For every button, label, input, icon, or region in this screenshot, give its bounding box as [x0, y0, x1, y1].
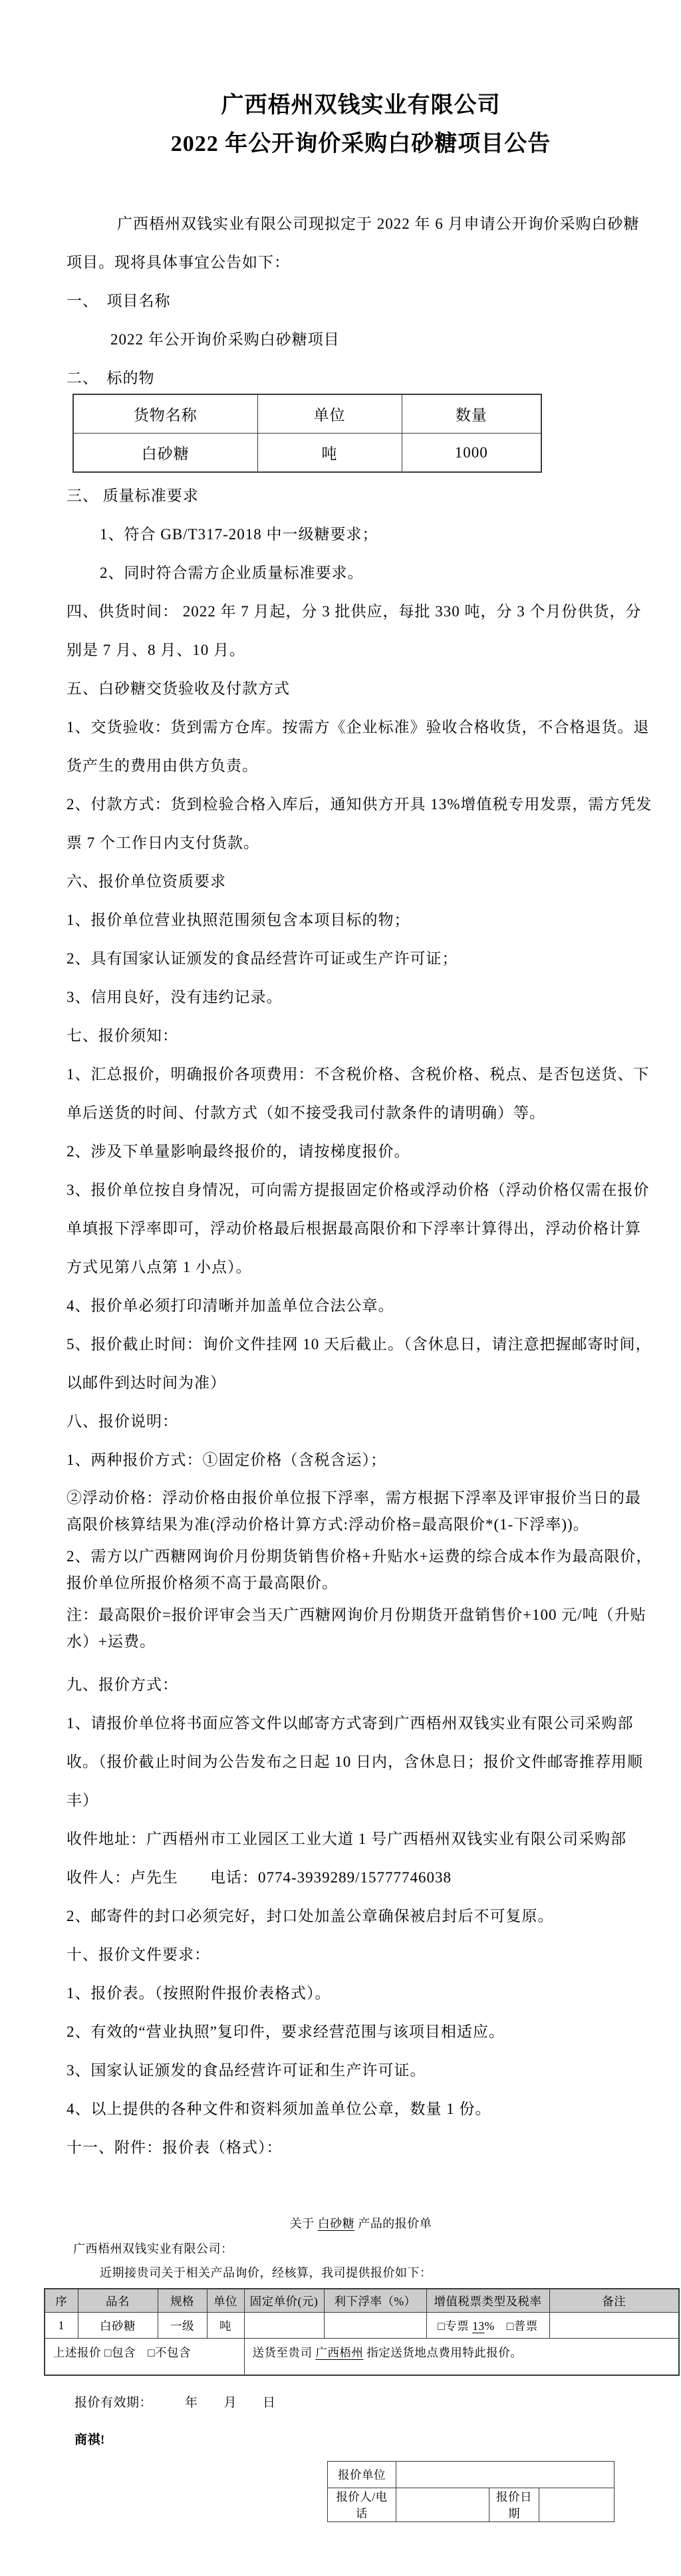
- paragraph: 2、邮寄件的封口必须完好，封口处加盖公章确保被启封后不可复原。: [67, 1908, 554, 1924]
- paragraph: 3、报价单位按自身情况，可向需方提报固定价格或浮动价格（浮动价格仅需在报价单填报下浮率即可，浮动价格最后根据最高限价和下浮率计算得出，浮动价格计算方式见第八点第 1 小点）。: [67, 1182, 650, 1275]
- paragraph: 4、报价单必须打印清晰并加盖单位合法公章。: [67, 1297, 394, 1314]
- paragraph: 十、报价文件要求：: [67, 1946, 210, 1963]
- paragraph: 注：最高限价=报价评审会当天广西糖网询价月份期货开盘销售价+100 元/吨（升贴水）+运费。: [67, 1607, 646, 1650]
- paragraph: 四、供货时间： 2022 年 7 月起，分 3 批供应，每批 330 吨，分 3 个月份供货，分别是 7 月、8 月、10 月。: [67, 603, 642, 658]
- attachment-salutation: 广西梧州双钱实业有限公司：: [73, 2242, 233, 2255]
- goods-cell-name: 白砂糖: [73, 434, 257, 473]
- delivery-location: 广西梧州: [315, 2346, 364, 2359]
- quote-cell-fixed-price: [244, 2313, 324, 2339]
- supplier-label: 报价单位: [328, 2462, 396, 2488]
- paragraph: 2、涉及下单量影响最终报价的，请按梯度报价。: [67, 1143, 410, 1160]
- goods-table-header-row: [73, 394, 541, 434]
- paragraph: 九、报价方式：: [67, 1676, 178, 1693]
- page-title-line1: 广西梧州双钱实业有限公司: [221, 93, 501, 118]
- quote-header-unit: 单位: [207, 2289, 244, 2313]
- body-paragraphs-main: [67, 477, 655, 2167]
- validity-period-line: 报价有效期： 年 月 日: [74, 2396, 276, 2410]
- paragraph: 2022 年公开询价采购白砂糖项目: [110, 331, 340, 348]
- paragraph: 二、 标的物: [67, 370, 155, 386]
- quote-header-tax-type: 增值税票类型及税率: [426, 2289, 549, 2313]
- paragraph: 一、 项目名称: [67, 293, 171, 309]
- attachment-heading: [67, 2214, 655, 2234]
- paragraph: ②浮动价格：浮动价格由报价单位报下浮率，需方根据下浮率及评审报价当日的最高限价核算结果为准(浮动价格计算方式:浮动价格=最高限价*(1-下浮率))。: [67, 1489, 641, 1533]
- quote-header-fixed-price: 固定单价(元): [244, 2289, 324, 2313]
- paragraph: 2、需方以广西糖网询价月份期货销售价格+升贴水+运费的综合成本作为最高限价，报价单位所报价格须不高于最高限价。: [67, 1548, 652, 1591]
- paragraph: 广西梧州双钱实业有限公司现拟定于 2022 年 6 月申请公开询价采购白砂糖项目。现将具体事宜公告如下：: [67, 215, 640, 271]
- delivery-note-suffix: 指定送货地点费用特此报价。: [363, 2346, 523, 2359]
- goods-table: [72, 394, 542, 473]
- goods-cell-unit: 吨: [257, 434, 402, 473]
- paragraph: 1、符合 GB/T317-2018 中一级糖要求；: [100, 526, 378, 543]
- quote-footer-include-checkboxes: 上述报价 □包含 □不包含: [45, 2339, 244, 2376]
- tax-rate-value: 13: [472, 2319, 485, 2333]
- paragraph: 1、报价表。（按照附件报价表格式）。: [67, 1985, 331, 2001]
- delivery-note-prefix: 送货至贵司: [252, 2346, 316, 2359]
- goods-cell-qty: 1000: [402, 434, 541, 473]
- quote-cell-tax-type: [426, 2313, 549, 2339]
- signature-row-contact: [328, 2488, 614, 2522]
- contact-label: 报价人/电话: [328, 2488, 396, 2522]
- ordinary-invoice-checkbox: □普票: [494, 2319, 538, 2333]
- body-paragraphs-top: [67, 205, 655, 398]
- quote-table: [44, 2288, 680, 2376]
- quote-header-seq: 序: [45, 2289, 78, 2313]
- quote-header-spec: 规格: [158, 2289, 207, 2313]
- quote-cell-name: 白砂糖: [78, 2313, 158, 2339]
- tax-rate-percent: %: [484, 2319, 495, 2333]
- quote-table-footer-row: [45, 2339, 679, 2376]
- paragraph: 1、报价单位营业执照范围须包含本项目标的物；: [67, 912, 410, 928]
- paragraph: 三、 质量标准要求: [67, 487, 199, 504]
- quote-footer-delivery-note: [244, 2339, 679, 2376]
- attachment-heading-product: 白砂糖: [317, 2217, 355, 2230]
- paragraph: 5、报价截止时间：询价文件挂网 10 天后截止。（含休息日，请注意把握邮寄时间，以邮件到达时间为准）: [67, 1336, 652, 1391]
- quote-table-row: [45, 2313, 679, 2339]
- paragraph: 3、国家认证颁发的食品经营许可证和生产许可证。: [67, 2062, 426, 2079]
- goods-header-qty: 数量: [402, 394, 541, 434]
- paragraph: 3、信用良好，没有违约记录。: [67, 989, 283, 1005]
- paragraph: 2、付款方式：货到检验合格入库后，通知供方开具 13%增值税专用发票，需方凭发票 7 个工作日内支付货款。: [67, 796, 652, 851]
- date-label: 报价日期: [489, 2488, 539, 2522]
- signature-row-supplier: [328, 2462, 614, 2488]
- paragraph: 1、交货验收：货到需方仓库。按需方《企业标准》验收合格收货，不合格退货。退货产生的费用由供方负责。: [67, 719, 650, 774]
- paragraph: 六、报价单位资质要求: [67, 873, 226, 890]
- paragraph: 收件地址：广西梧州市工业园区工业大道 1 号广西梧州双钱实业有限公司采购部: [67, 1831, 626, 1847]
- quote-cell-float-rate: [324, 2313, 426, 2339]
- supplier-value-cell: [396, 2462, 614, 2488]
- paragraph: 1、汇总报价，明确报价各项费用：不含税价格、含税价格、税点、是否包送货、下单后送货的时间、付款方式（如不接受我司付款条件的请明确）等。: [67, 1066, 650, 1121]
- paragraph: 七、报价须知：: [67, 1027, 178, 1044]
- attachment-heading-suffix: 产品的报价单: [354, 2217, 432, 2230]
- goods-table-row: [73, 434, 541, 473]
- quote-cell-spec: 一级: [158, 2313, 207, 2339]
- page-title-line2: 2022 年公开询价采购白砂糖项目公告: [170, 132, 551, 156]
- paragraph: 1、请报价单位将书面应答文件以邮寄方式寄到广西梧州双钱实业有限公司采购部收。（报价截止时间为公告发布之日起 10 日内，含休息日；报价文件邮寄推荐用顺丰）: [67, 1715, 643, 1809]
- quote-header-float-rate: 利下浮率（%）: [324, 2289, 426, 2313]
- page-title: [67, 86, 655, 164]
- signature-table: [327, 2461, 614, 2522]
- paragraph: 八、报价说明：: [67, 1413, 178, 1430]
- paragraph: 十一、附件：报价表（格式）：: [67, 2139, 283, 2156]
- quote-cell-unit: 吨: [207, 2313, 244, 2339]
- paragraph: 2、同时符合需方企业质量标准要求。: [100, 565, 364, 581]
- paragraph: 五、白砂糖交货验收及付款方式: [67, 680, 290, 697]
- quote-cell-remark: [549, 2313, 679, 2339]
- paragraph: 2、具有国家认证颁发的食品经营许可证或生产许可证；: [67, 950, 458, 967]
- regards-line: 商祺!: [74, 2433, 105, 2447]
- paragraph: 2、有效的“营业执照”复印件，要求经营范围与该项目相适应。: [67, 2023, 505, 2040]
- paragraph: 1、两种报价方式：①固定价格（含税含运）；: [67, 1452, 386, 1468]
- attachment-section: [53, 2214, 655, 2522]
- paragraph: 4、以上提供的各种文件和资料须加盖单位公章，数量 1 份。: [67, 2101, 491, 2117]
- paragraph: 收件人：卢先生 电话：0774-3939289/15777746038: [67, 1869, 452, 1886]
- date-value-cell: [539, 2488, 614, 2522]
- attachment-intro: 近期接贵司关于相关产品询价，经核算，我司提供报价如下：: [100, 2266, 432, 2279]
- attachment-heading-prefix: 关于: [289, 2217, 318, 2230]
- quote-header-name: 品名: [78, 2289, 158, 2313]
- contact-value-cell: [396, 2488, 489, 2522]
- quote-table-header-row: [45, 2289, 679, 2313]
- goods-header-name: 货物名称: [73, 394, 257, 434]
- quote-cell-seq: 1: [45, 2313, 78, 2339]
- goods-header-unit: 单位: [257, 394, 402, 434]
- quote-header-remark: 备注: [549, 2289, 679, 2313]
- special-invoice-checkbox: □专票: [438, 2319, 473, 2333]
